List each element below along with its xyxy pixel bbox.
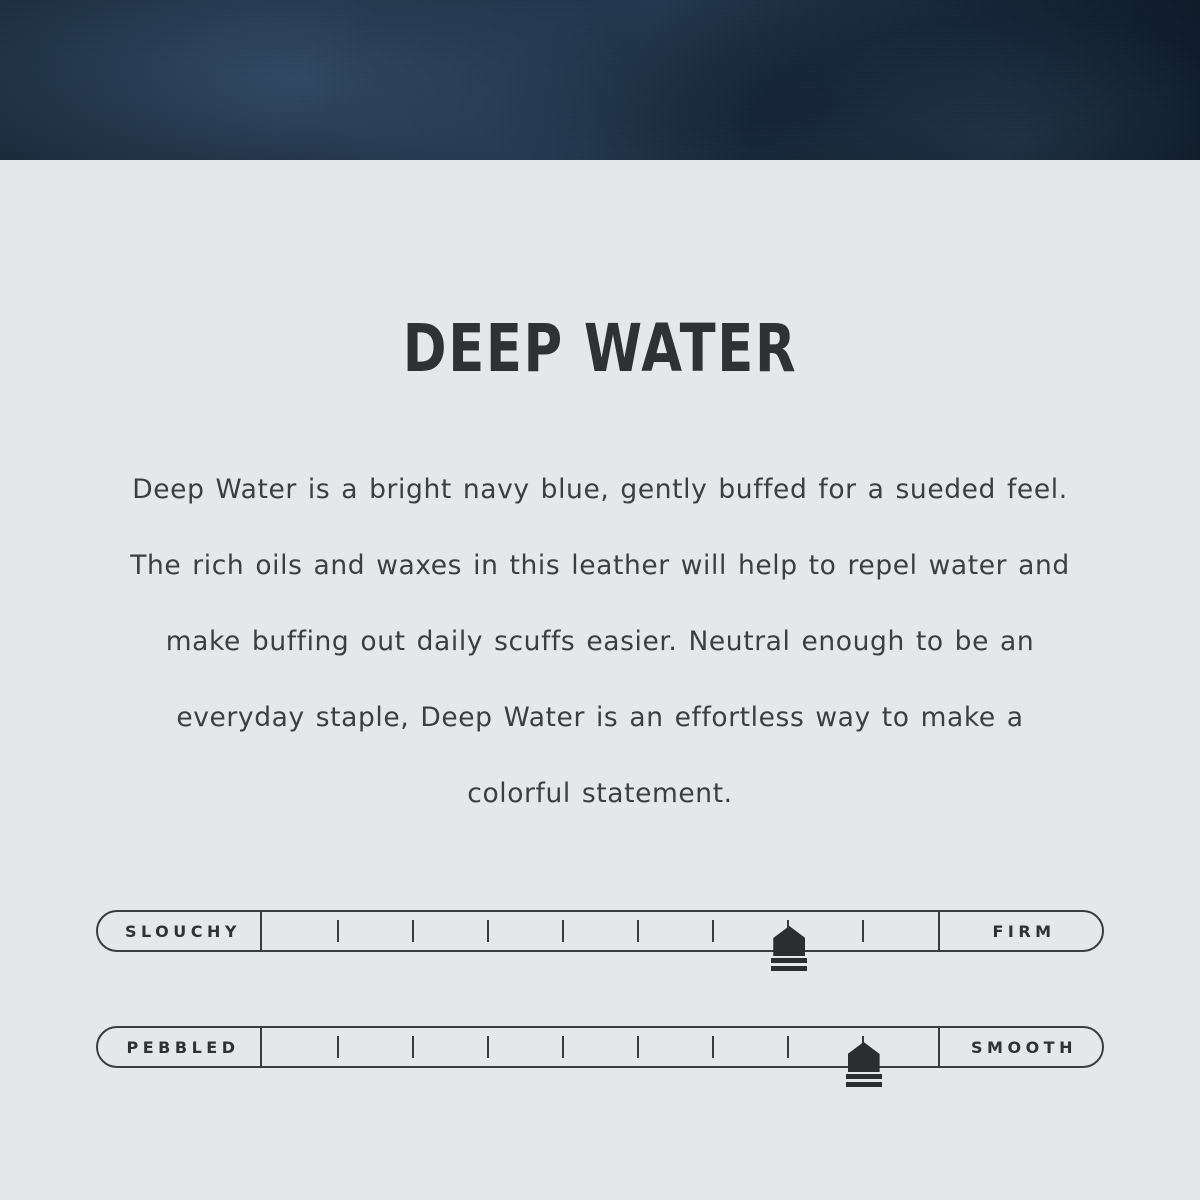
tick bbox=[562, 1036, 564, 1058]
scale-texture-ticks bbox=[262, 1028, 938, 1066]
tick bbox=[412, 920, 414, 942]
swatch-vignette bbox=[0, 0, 1200, 160]
tick bbox=[487, 1036, 489, 1058]
marker-bar-lower bbox=[846, 1082, 882, 1087]
scale-texture-marker[interactable] bbox=[845, 1042, 883, 1088]
tick bbox=[712, 920, 714, 942]
scale-firmness-right-label: FIRM bbox=[938, 912, 1102, 950]
scale-firmness-left-label: SLOUCHY bbox=[98, 912, 262, 950]
tick bbox=[337, 1036, 339, 1058]
page-title: DEEP WATER bbox=[402, 310, 798, 388]
color-description: Deep Water is a bright navy blue, gently buffed for a sueded feel. The rich oils and waxes in this leather will help to repel water and make buffing out daily scuffs easier. Neutral enough to be an everyday staple, Deep Water is an effortless way to make a colorful statement. bbox=[130, 473, 1070, 809]
scale-firmness-ticks bbox=[262, 912, 938, 950]
leather-swatch-hero bbox=[0, 0, 1200, 160]
marker-bar-lower bbox=[771, 966, 807, 971]
marker-head-icon bbox=[848, 1042, 880, 1072]
scale-texture-left-label: PEBBLED bbox=[98, 1028, 262, 1066]
marker-bar-upper bbox=[846, 1074, 882, 1079]
tick bbox=[487, 920, 489, 942]
tick bbox=[862, 920, 864, 942]
scale-texture-right-label: SMOOTH bbox=[938, 1028, 1102, 1066]
scale-texture[interactable] bbox=[96, 1026, 1104, 1068]
tick bbox=[712, 1036, 714, 1058]
tick bbox=[562, 920, 564, 942]
marker-head-icon bbox=[773, 926, 805, 956]
marker-bar-upper bbox=[771, 958, 807, 963]
scale-firmness-marker[interactable] bbox=[770, 926, 808, 972]
tick bbox=[637, 1036, 639, 1058]
scale-firmness[interactable] bbox=[96, 910, 1104, 952]
tick bbox=[787, 1036, 789, 1058]
tick bbox=[337, 920, 339, 942]
tick bbox=[637, 920, 639, 942]
tick bbox=[412, 1036, 414, 1058]
